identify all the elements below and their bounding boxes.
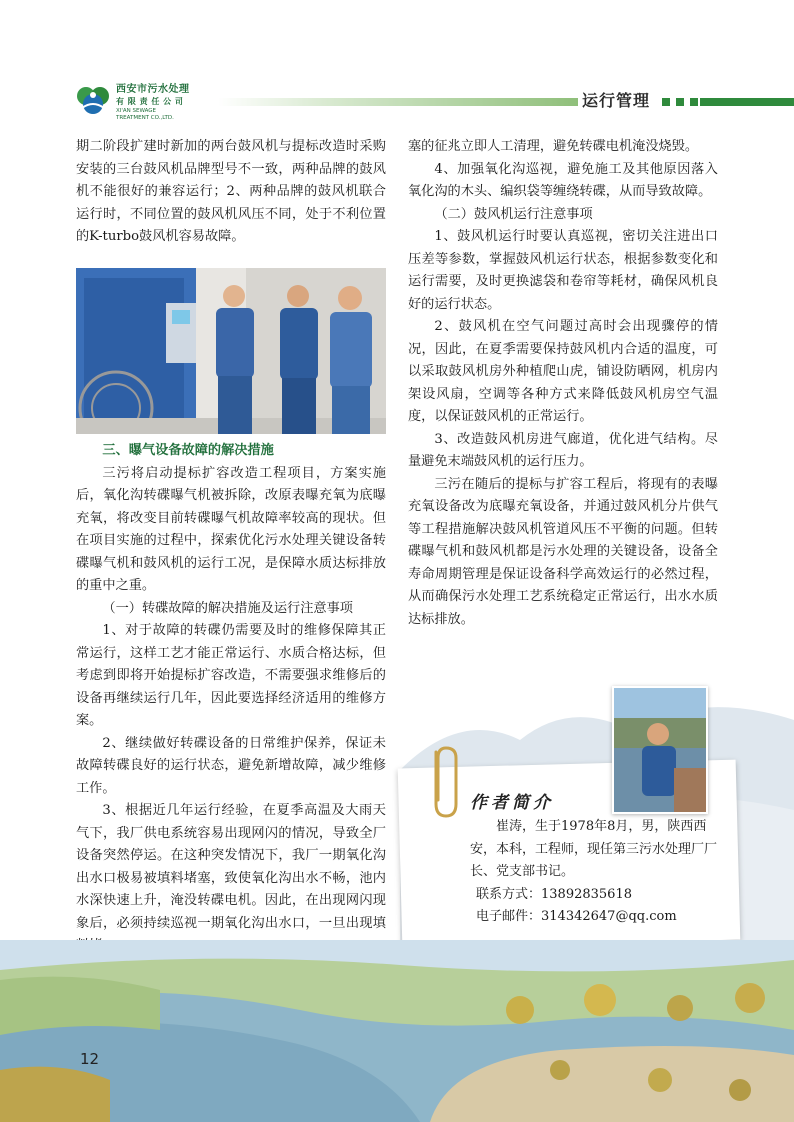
author-contact: 联系方式：13892835618 [476,886,632,902]
article-photo [76,268,386,434]
subheading-2: （二）鼓风机运行注意事项 [434,206,593,222]
paragraph: 4、加强氧化沟巡视，避免施工及其他原因落入氧化沟的木头、编织袋等缠绕转碟，从而导致故障。 [408,161,718,199]
left-column-lower [76,440,386,958]
page-number: 12 [80,1050,100,1068]
workers-photo-illustration [76,268,386,434]
river-landscape-illustration [0,940,794,1122]
author-portrait-illustration [614,688,706,812]
logo-cn-line2: 有 限 责 任 公 司 [116,97,184,106]
paragraph: 期二阶段扩建时新加的两台鼓风机与提标改造时采购安装的三台鼓风机品牌型号不一致，两种品牌的鼓风机不能很好的兼容运行；2、两种品牌的鼓风机联合运行时，不同位置的鼓风机风压不同，处于不利位置的K-turbo鼓风机容易故障。 [76,139,386,244]
paragraph: 塞的征兆立即人工清理，避免转碟电机淹没烧毁。 [408,139,699,154]
header-square-3 [690,98,698,106]
author-photo [612,686,708,814]
author-email: 电子邮件：314342647@qq.com [476,909,677,924]
subheading-1: （一）转碟故障的解决措施及运行注意事项 [102,600,353,616]
section-title: 运行管理 [582,91,651,110]
company-logo-icon [74,84,112,116]
paragraph: 1、对于故障的转碟仍需要及时的维修保障其正常运行，这样工艺才能正常运行、水质合格达标，但考虑到即将开始提标扩容改造，不需要强求维修后的设备再继续运行几年，因此要选择经济适用的维修方案。 [76,623,386,728]
paragraph: 2、鼓风机在空气问题过高时会出现骤停的情况，因此，在夏季需要保持鼓风机内合适的温度，可以采取鼓风机房外种植爬山虎，铺设防晒网，机房内架设风扇，空调等各种方式来降低鼓风机房空气温度，以保证鼓风机的正常运行。 [408,319,718,424]
header-solid-bar [700,98,794,106]
paragraph: 1、鼓风机运行时要认真巡视，密切关注进出口压差等参数，掌握鼓风机运行状态，根据参数变化和运行需要，及时更换滤袋和卷帘等耗材，确保风机良好的运行状态。 [408,229,718,312]
company-name [116,84,216,122]
logo-en-line1: XI'AN SEWAGE [116,108,157,114]
paragraph: 2、继续做好转碟设备的日常维护保养，保证未故障转碟良好的运行状态，避免新增故障，减少维修工作。 [76,735,386,796]
author-bio-block [470,816,720,929]
right-column [408,136,718,631]
paragraph: 三污在随后的提标与扩容工程后，将现有的表曝充氧设备改为底曝充氧设备，并通过鼓风机分片供气等工程措施解决鼓风机管道风压不平衡的问题。但转碟曝气机和鼓风机都是污水处理的关键设备，设备全寿命周期管理是保证设备科学高效运行的必然过程，从而确保污水处理工艺系统稳定正常运行，出水水质达标排放。 [408,476,718,627]
header-gradient-bar [218,98,578,106]
paperclip-icon [424,744,460,822]
logo-cn-line1: 西安市污水处理 [116,84,190,95]
logo-en-line2: TREATMENT CO.,LTD. [116,115,174,121]
header-square-2 [676,98,684,106]
left-column [76,136,386,249]
paragraph: 3、根据近几年运行经验，在夏季高温及大雨天气下，我厂供电系统容易出现网闪的情况，导致全厂设备突然停运。在这种突发情况下，我厂一期氧化沟出水口极易被填料堵塞，致使氧化沟出水不畅，池内水深快速上升，淹没转碟电机。因此，在出现网闪现象后，必须持续巡视一期氧化沟出水口，一旦出现填 [76,803,386,931]
paragraph: 三污将启动提标扩容改造工程项目，方案实施后，氧化沟转碟曝气机被拆除，改原表曝充氧为底曝充氧，将改变目前转碟曝气机故障率较高的现状。但在项目实施的过程中，探索优化污水处理关键设备转碟曝气机和鼓风机的运行工况，是保障水质达标排放的重中之重。 [76,465,386,593]
author-title: 作者简介 [470,793,554,813]
header-square-1 [662,98,670,106]
heading-section-3: 三、曝气设备故障的解决措施 [102,443,274,458]
author-bio: 崔涛，生于1978年8月，男，陕西西安，本科，工程师，现任第三污水处理厂厂长、党支部书记。 [470,819,718,879]
paragraph: 3、改造鼓风机房进气廊道，优化进气结构。尽量避免末端鼓风机的运行压力。 [408,431,718,469]
